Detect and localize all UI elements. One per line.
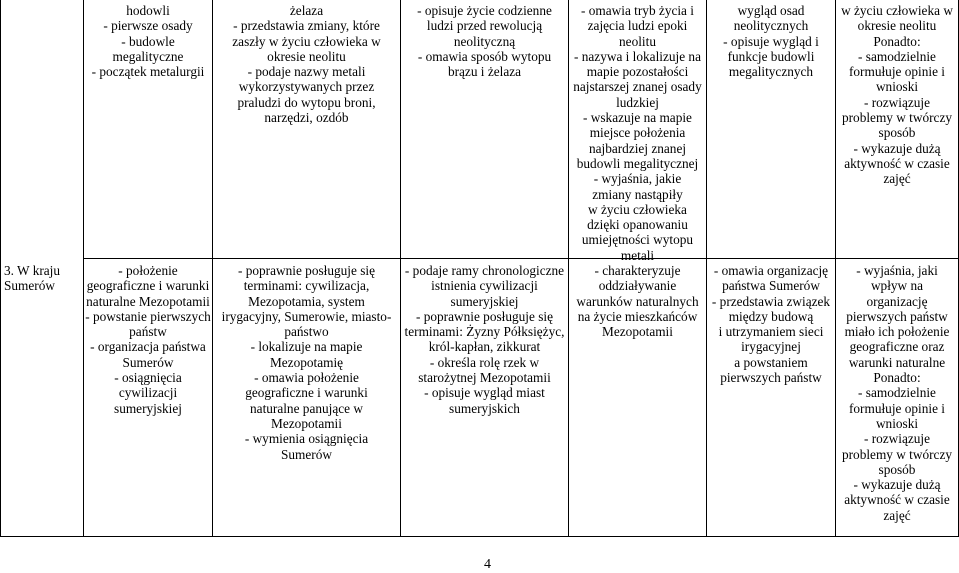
cell-line: Mezopotamię (269, 354, 344, 370)
cell-line: - wyjaśnia, jaki (856, 263, 938, 278)
cell-line: król-kapłan, zikkurat (428, 339, 541, 355)
cell-line: - lokalizuje na mapie (250, 339, 363, 355)
cell-line: istnienia cywilizacji (431, 278, 538, 294)
cell-line: na życie mieszkańców (577, 308, 698, 324)
cell-line: najstarszej znanej osady (573, 79, 702, 95)
cell-line: - omawia położenie (254, 370, 359, 386)
cell-line: miało ich położenie (844, 324, 950, 340)
cell-line: wykorzystywanych przez (238, 79, 375, 95)
cell-line: w życiu człowieka (588, 201, 687, 217)
top-cell-basic-requirements (213, 3, 400, 125)
cell-line: sposób (878, 461, 916, 477)
top-cell-extended-requirements (401, 3, 568, 79)
cell-line: Ponadto: (873, 33, 921, 49)
cell-line: ludzi przed rewolucją (426, 18, 543, 34)
cell-line: - charakteryzuje (594, 263, 681, 278)
cell-line: Sumerów (4, 278, 55, 294)
cell-line: wnioski (875, 415, 919, 431)
cell-line: - podaje ramy chronologiczne (404, 263, 565, 278)
cell-line: neolityczną (453, 33, 516, 49)
cell-line: zaszły w życiu człowieka w (232, 33, 381, 49)
cell-line: - omawia tryb życia i (581, 3, 694, 18)
cell-line: państwa Sumerów (722, 278, 820, 294)
cell-line: geograficzne oraz (849, 339, 945, 355)
top-cell-exceptional-requirements (836, 3, 958, 187)
cell-line: i utrzymaniem sieci (718, 324, 824, 340)
cell-line: geograficzne i warunki (86, 278, 210, 294)
cell-line: zajęcia ludzi epoki (587, 18, 688, 34)
cell-line: Mezopotamii (271, 415, 342, 431)
cell-line: terminami: Żyzny Półksiężyc, (404, 324, 565, 340)
cell-line: - przedstawia związek (711, 293, 831, 309)
cell-line: sposób (878, 125, 916, 141)
cell-line: - opisuje wygląd miast (424, 385, 545, 401)
cell-line: - wymienia osiągnięcia (244, 431, 369, 447)
cell-line: - powstanie pierwszych (85, 308, 211, 324)
cell-line: między budową (728, 308, 814, 324)
bottom-cell-complete-requirements (569, 263, 706, 339)
cell-line: problemy w twórczy (841, 110, 953, 126)
cell-line: Sumerów (122, 354, 174, 370)
cell-line: żelaza (289, 3, 324, 18)
cell-line: Mezopotamia, system (248, 293, 365, 309)
cell-line: cywilizacji (118, 385, 178, 401)
cell-line: warunków naturalnych (576, 293, 699, 309)
bottom-cell-exceptional-requirements (836, 263, 958, 523)
cell-line: - opisuje wygląd i (723, 33, 819, 49)
cell-line: zajęć (883, 171, 911, 187)
cell-line: - pierwsze osady (103, 18, 193, 34)
cell-line: geograficzne i warunki (245, 385, 368, 401)
cell-line: terminami: cywilizacja, (243, 278, 370, 294)
bottom-cell-basic-requirements (213, 263, 400, 462)
cell-line: Ponadto: (873, 370, 921, 386)
cell-line: najbardziej znanej (588, 140, 687, 156)
cell-line: megalityczne (112, 48, 184, 64)
cell-line: a powstaniem (734, 354, 808, 370)
cell-line: państwo (284, 324, 329, 340)
cell-line: sumeryjskiej (450, 293, 519, 309)
cell-line: irygacyjnej (741, 339, 801, 355)
cell-line: - omawia organizację (713, 263, 829, 278)
table-border-bottom (0, 536, 959, 537)
cell-line: wygląd osad (737, 3, 805, 18)
bottom-cell-advanced-requirements (707, 263, 835, 385)
cell-line: naturalne panujące w (250, 400, 363, 416)
cell-line: sumeryjskich (449, 400, 520, 416)
cell-line: brązu i żelaza (447, 64, 522, 80)
cell-line: - wskazuje na mapie (583, 110, 692, 126)
cell-line: - przedstawia zmiany, które (233, 18, 380, 34)
cell-line: - samodzielnie (858, 385, 936, 401)
table-border-left (0, 0, 1, 537)
cell-line: neolitu (619, 33, 656, 49)
table-row-divider (83, 258, 959, 259)
cell-line: oddziaływanie (598, 278, 677, 294)
cell-line: - opisuje życie codzienne (417, 3, 552, 18)
cell-line: 3. W kraju (4, 263, 61, 278)
cell-line: pierwszych państw (846, 308, 948, 324)
cell-line: aktywność w czasie (844, 155, 950, 171)
cell-line: aktywność w czasie (844, 492, 950, 508)
cell-line: - rozwiązuje (863, 431, 931, 447)
cell-line: starożytnej Mezopotamii (418, 370, 551, 386)
topic-title (4, 263, 84, 294)
cell-line: wpływ na (870, 278, 924, 294)
cell-line: - poprawnie posługuje się (237, 263, 375, 278)
cell-line: sumeryjskiej (114, 400, 182, 416)
cell-line: wnioski (875, 79, 919, 95)
cell-line: - początek metalurgii (91, 64, 205, 80)
cell-line: budowli megalitycznej (576, 155, 699, 171)
cell-line: formułuje opinie i (848, 64, 945, 80)
cell-line: dzięki opanowaniu (587, 217, 688, 233)
bottom-cell-extended-requirements (401, 263, 568, 416)
top-cell-advanced-requirements (707, 3, 835, 79)
cell-line: okresie neolitu (267, 48, 346, 64)
cell-line: organizację (866, 293, 928, 309)
cell-line: megalitycznych (728, 64, 814, 80)
cell-line: - położenie (118, 263, 178, 278)
cell-line: - samodzielnie (858, 48, 936, 64)
cell-line: funkcje budowli (727, 48, 815, 64)
cell-line: - podaje nazwy metali (247, 64, 366, 80)
cell-line: - nazywa i lokalizuje na (573, 48, 701, 64)
cell-line: pierwszych państw (720, 370, 822, 386)
cell-line: irygacyjny, Sumerowie, miasto- (221, 308, 392, 324)
cell-line: formułuje opinie i (848, 400, 945, 416)
cell-line: problemy w twórczy (841, 446, 953, 462)
cell-line: warunki naturalne (848, 354, 946, 370)
cell-line: naturalne Mezopotamii (86, 293, 210, 309)
cell-line: hodowli (126, 3, 170, 18)
cell-line: - poprawnie posługuje się (415, 308, 553, 324)
top-cell-content (84, 3, 212, 79)
cell-line: - określa rolę rzek w (429, 354, 540, 370)
cell-line: miejsce położenia (589, 125, 686, 141)
cell-line: Mezopotamii (602, 324, 673, 340)
top-cell-complete-requirements (569, 3, 706, 263)
cell-line: w życiu człowieka w (841, 3, 953, 18)
cell-line: Sumerów (281, 446, 332, 462)
cell-line: mapie pozostałości (586, 64, 689, 80)
cell-line: metali (620, 247, 655, 263)
cell-line: okresie neolitu (857, 18, 937, 34)
cell-line: państw (129, 324, 167, 340)
cell-line: - wykazuje dużą (853, 477, 941, 493)
cell-line: neolitycznych (733, 18, 809, 34)
page-number: 4 (484, 557, 491, 572)
bottom-cell-content (84, 263, 212, 416)
cell-line: ludzkiej (616, 94, 659, 110)
cell-line: umiejętności wytopu (581, 232, 694, 248)
cell-line: narzędzi, ozdób (264, 110, 349, 126)
cell-line: zajęć (883, 507, 911, 523)
cell-line: zmiany nastąpiły (592, 186, 683, 202)
cell-line: - organizacja państwa (90, 339, 206, 355)
cell-line: praludzi do wytopu broni, (237, 94, 376, 110)
cell-line: - rozwiązuje (863, 94, 931, 110)
cell-line: - wyjaśnia, jakie (593, 171, 682, 187)
cell-line: - wykazuje dużą (853, 140, 941, 156)
cell-line: - osiągnięcia (114, 370, 182, 386)
cell-line: - budowle (121, 33, 175, 49)
cell-line: - omawia sposób wytopu (417, 48, 552, 64)
